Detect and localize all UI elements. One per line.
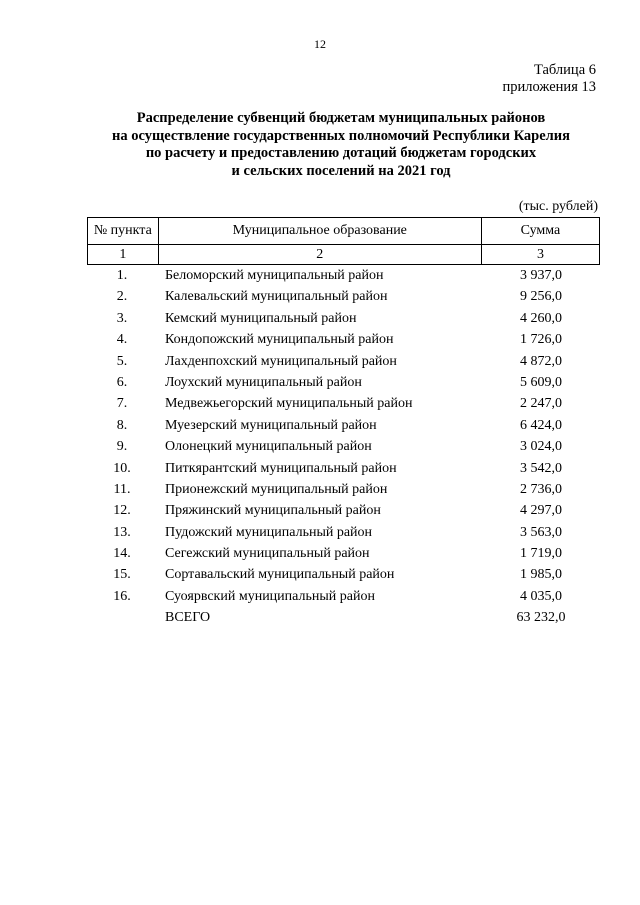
column-number-cell: 1 xyxy=(88,245,159,265)
row-number: 10. xyxy=(113,460,131,476)
row-sum: 3 542,0 xyxy=(520,460,562,476)
row-municipality: Муезерский муниципальный район xyxy=(165,417,377,433)
table-reference xyxy=(503,62,596,96)
row-sum: 5 609,0 xyxy=(520,374,562,390)
row-municipality: Сегежский муниципальный район xyxy=(165,546,370,562)
table-row xyxy=(87,286,600,307)
row-number: 12. xyxy=(113,503,131,519)
header-row xyxy=(88,218,600,245)
header-cell-sum: Сумма xyxy=(481,218,599,245)
row-municipality: Беломорский муниципальный район xyxy=(165,268,384,283)
row-number: 3. xyxy=(116,310,128,326)
row-number: 4. xyxy=(116,332,128,348)
row-number: 1. xyxy=(116,268,128,283)
title-line: и сельских поселений на 2021 год xyxy=(231,162,451,179)
row-municipality: Калевальский муниципальный район xyxy=(165,289,388,305)
table-body xyxy=(87,265,600,629)
title-line: на осуществление государственных полномочий Республики Карелия xyxy=(112,127,570,144)
column-number-cell: 2 xyxy=(158,245,481,265)
table-row xyxy=(87,458,600,479)
column-number-cell: 3 xyxy=(481,245,599,265)
row-number: 8. xyxy=(116,417,128,433)
appendix-ref-line: приложения 13 xyxy=(502,79,596,95)
total-row xyxy=(87,607,600,628)
row-sum: 1 726,0 xyxy=(520,332,562,348)
row-sum: 4 297,0 xyxy=(520,503,562,519)
table-row xyxy=(87,393,600,414)
row-municipality: Кондопожский муниципальный район xyxy=(165,332,394,348)
row-number: 14. xyxy=(113,546,131,562)
units-label: (тыс. рублей) xyxy=(518,199,598,214)
row-sum: 2 247,0 xyxy=(520,396,562,412)
row-sum: 9 256,0 xyxy=(520,289,562,305)
table-header xyxy=(87,217,600,265)
row-number: 6. xyxy=(116,374,128,390)
row-municipality: Лахденпохский муниципальный район xyxy=(165,353,397,369)
row-number: 9. xyxy=(116,439,128,455)
row-municipality: Питкярантский муниципальный район xyxy=(165,460,397,476)
row-number: 2. xyxy=(116,289,128,305)
row-number: 11. xyxy=(113,481,131,497)
row-municipality: Сортавальский муниципальный район xyxy=(165,567,395,583)
row-sum: 4 035,0 xyxy=(520,588,562,604)
table-row xyxy=(87,586,600,607)
table-row xyxy=(87,415,600,436)
row-number: 13. xyxy=(113,524,131,540)
column-number-row xyxy=(88,245,600,265)
table-ref-line: Таблица 6 xyxy=(533,62,596,78)
table-row xyxy=(87,308,600,329)
row-municipality: Кемский муниципальный район xyxy=(165,310,357,326)
row-sum: 2 736,0 xyxy=(520,481,562,497)
header-cell-number: № пункта xyxy=(88,218,159,245)
table-row xyxy=(87,265,600,286)
row-sum: 3 937,0 xyxy=(520,268,562,283)
table-row xyxy=(87,500,600,521)
row-sum: 4 872,0 xyxy=(520,353,562,369)
row-sum: 3 024,0 xyxy=(520,439,562,455)
total-label: ВСЕГО xyxy=(165,610,211,626)
row-number: 5. xyxy=(116,353,128,369)
row-municipality: Суоярвский муниципальный район xyxy=(165,588,375,604)
row-number: 7. xyxy=(116,396,128,412)
table-row xyxy=(87,372,600,393)
row-municipality: Медвежьегорский муниципальный район xyxy=(165,396,413,412)
table-row xyxy=(87,543,600,564)
row-number: 16. xyxy=(113,588,131,604)
document-title xyxy=(0,110,640,180)
table-row xyxy=(87,351,600,372)
row-sum: 3 563,0 xyxy=(520,524,562,540)
row-municipality: Пряжинский муниципальный район xyxy=(165,503,381,519)
row-sum: 1 719,0 xyxy=(520,546,562,562)
title-line: Распределение субвенций бюджетам муниципальных районов xyxy=(136,110,546,126)
row-municipality: Прионежский муниципальный район xyxy=(165,481,388,497)
table-row xyxy=(87,479,600,500)
row-municipality: Олонецкий муниципальный район xyxy=(165,439,372,455)
row-sum: 6 424,0 xyxy=(520,417,562,433)
row-sum: 4 260,0 xyxy=(520,310,562,326)
header-cell-municipality: Муниципальное образование xyxy=(158,218,481,245)
table-row xyxy=(87,329,600,350)
title-line: по расчету и предоставлению дотаций бюджетам городских xyxy=(145,145,537,161)
row-municipality: Лоухский муниципальный район xyxy=(165,374,362,390)
table-row xyxy=(87,436,600,457)
table-row xyxy=(87,522,600,543)
page-number: 12 xyxy=(314,37,326,51)
table-row xyxy=(87,564,600,585)
row-number: 15. xyxy=(113,567,131,583)
total-sum: 63 232,0 xyxy=(516,610,566,626)
row-municipality: Пудожский муниципальный район xyxy=(165,524,373,540)
row-sum: 1 985,0 xyxy=(520,567,562,583)
